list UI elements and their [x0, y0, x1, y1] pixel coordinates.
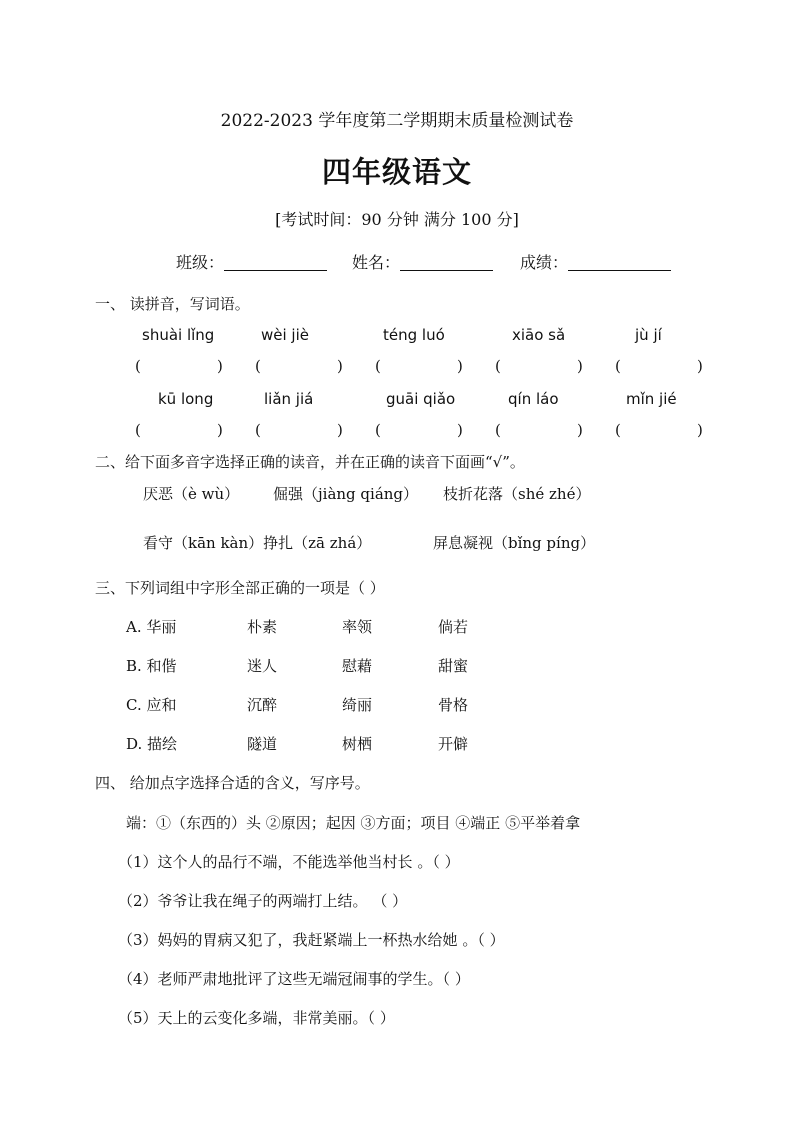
answer-paren-open: ( — [135, 421, 141, 439]
polyphone-item: 倔强（jiàng qiáng） — [273, 485, 419, 503]
option-word: 慰藉 — [342, 657, 373, 675]
pinyin-item: téng luó — [383, 326, 445, 344]
answer-paren-close: ) — [697, 421, 703, 439]
option-word: 沉醉 — [247, 696, 278, 714]
pinyin-item: shuài lǐng — [142, 326, 215, 344]
option-label: A. 华丽 — [126, 618, 177, 636]
answer-paren-close: ) — [697, 357, 703, 375]
polyphone-item: 屏息凝视（bǐng píng） — [433, 534, 596, 552]
answer-paren-open: ( — [255, 357, 261, 375]
name-blank[interactable] — [400, 254, 493, 271]
section2-heading: 二、给下面多音字选择正确的读音，并在正确的读音下面画“√”。 — [95, 453, 525, 471]
class-label: 班级： — [176, 253, 225, 272]
answer-paren-close: ) — [337, 421, 343, 439]
pinyin-item: kū long — [158, 390, 214, 408]
answer-paren-open: ( — [375, 421, 381, 439]
option-word: 绮丽 — [342, 696, 373, 714]
pinyin-item: guāi qiǎo — [386, 390, 456, 408]
class-field — [176, 250, 327, 273]
option-word: 骨格 — [438, 696, 469, 714]
option-word: 率领 — [342, 618, 373, 636]
pinyin-item: qín láo — [508, 390, 559, 408]
question-item: （1）这个人的品行不端，不能选举他当村长 。（ ） — [118, 853, 460, 871]
option-label: B. 和偕 — [126, 657, 177, 675]
score-blank[interactable] — [568, 254, 671, 271]
answer-paren-close: ) — [217, 421, 223, 439]
option-word: 开僻 — [438, 735, 469, 753]
pinyin-item: jù jí — [635, 326, 662, 344]
section1-heading: 一、 读拼音，写词语。 — [95, 295, 250, 313]
answer-paren-open: ( — [495, 421, 501, 439]
pinyin-item: wèi jiè — [261, 326, 309, 344]
name-field — [352, 250, 493, 273]
question-item: （3）妈妈的胃病又犯了，我赶紧端上一杯热水给她 。（ ） — [118, 931, 505, 949]
answer-paren-close: ) — [457, 357, 463, 375]
question-item: （2）爷爷让我在绳子的两端打上结。 （ ） — [118, 892, 408, 910]
polyphone-item: 枝折花落（shé zhé） — [443, 485, 591, 503]
score-field — [520, 250, 671, 273]
option-word: 隧道 — [247, 735, 278, 753]
question-item: （5）天上的云变化多端，非常美丽。（ ） — [118, 1009, 395, 1027]
question-item: （4）老师严肃地批评了这些无端冠闹事的学生。（ ） — [118, 970, 470, 988]
pinyin-item: liǎn jiá — [264, 390, 314, 408]
subject-title: 四年级语文 — [321, 155, 472, 189]
answer-paren-open: ( — [615, 421, 621, 439]
answer-paren-open: ( — [495, 357, 501, 375]
answer-paren-close: ) — [217, 357, 223, 375]
polyphone-item: 厌恶（è wù） — [143, 485, 240, 503]
answer-paren-close: ) — [457, 421, 463, 439]
answer-paren-open: ( — [375, 357, 381, 375]
option-word: 倘若 — [438, 618, 469, 636]
definition-line: 端：①（东西的）头 ②原因；起因 ③方面；项目 ④端正 ⑤平举着拿 — [126, 814, 581, 832]
answer-paren-close: ) — [577, 357, 583, 375]
pinyin-item: xiāo sǎ — [512, 326, 566, 344]
option-word: 甜蜜 — [438, 657, 469, 675]
polyphone-item: 看守（kān kàn）挣扎（zā zhá） — [143, 534, 372, 552]
class-blank[interactable] — [224, 254, 327, 271]
option-label: D. 描绘 — [126, 735, 178, 753]
exam-time-info: [考试时间：90 分钟 满分 100 分] — [275, 210, 519, 229]
answer-paren-close: ) — [337, 357, 343, 375]
section4-heading: 四、 给加点字选择合适的含义，写序号。 — [95, 774, 370, 792]
pinyin-item: mǐn jié — [626, 390, 677, 408]
answer-paren-open: ( — [255, 421, 261, 439]
answer-paren-close: ) — [577, 421, 583, 439]
answer-paren-open: ( — [135, 357, 141, 375]
score-label: 成绩： — [520, 253, 569, 272]
option-word: 树栖 — [342, 735, 373, 753]
name-label: 姓名： — [352, 253, 401, 272]
option-label: C. 应和 — [126, 696, 177, 714]
section3-heading: 三、下列词组中字形全部正确的一项是（ ） — [95, 579, 385, 597]
option-word: 朴素 — [247, 618, 278, 636]
answer-paren-open: ( — [615, 357, 621, 375]
option-word: 迷人 — [247, 657, 278, 675]
exam-title: 2022-2023 学年度第二学期期末质量检测试卷 — [220, 111, 574, 131]
